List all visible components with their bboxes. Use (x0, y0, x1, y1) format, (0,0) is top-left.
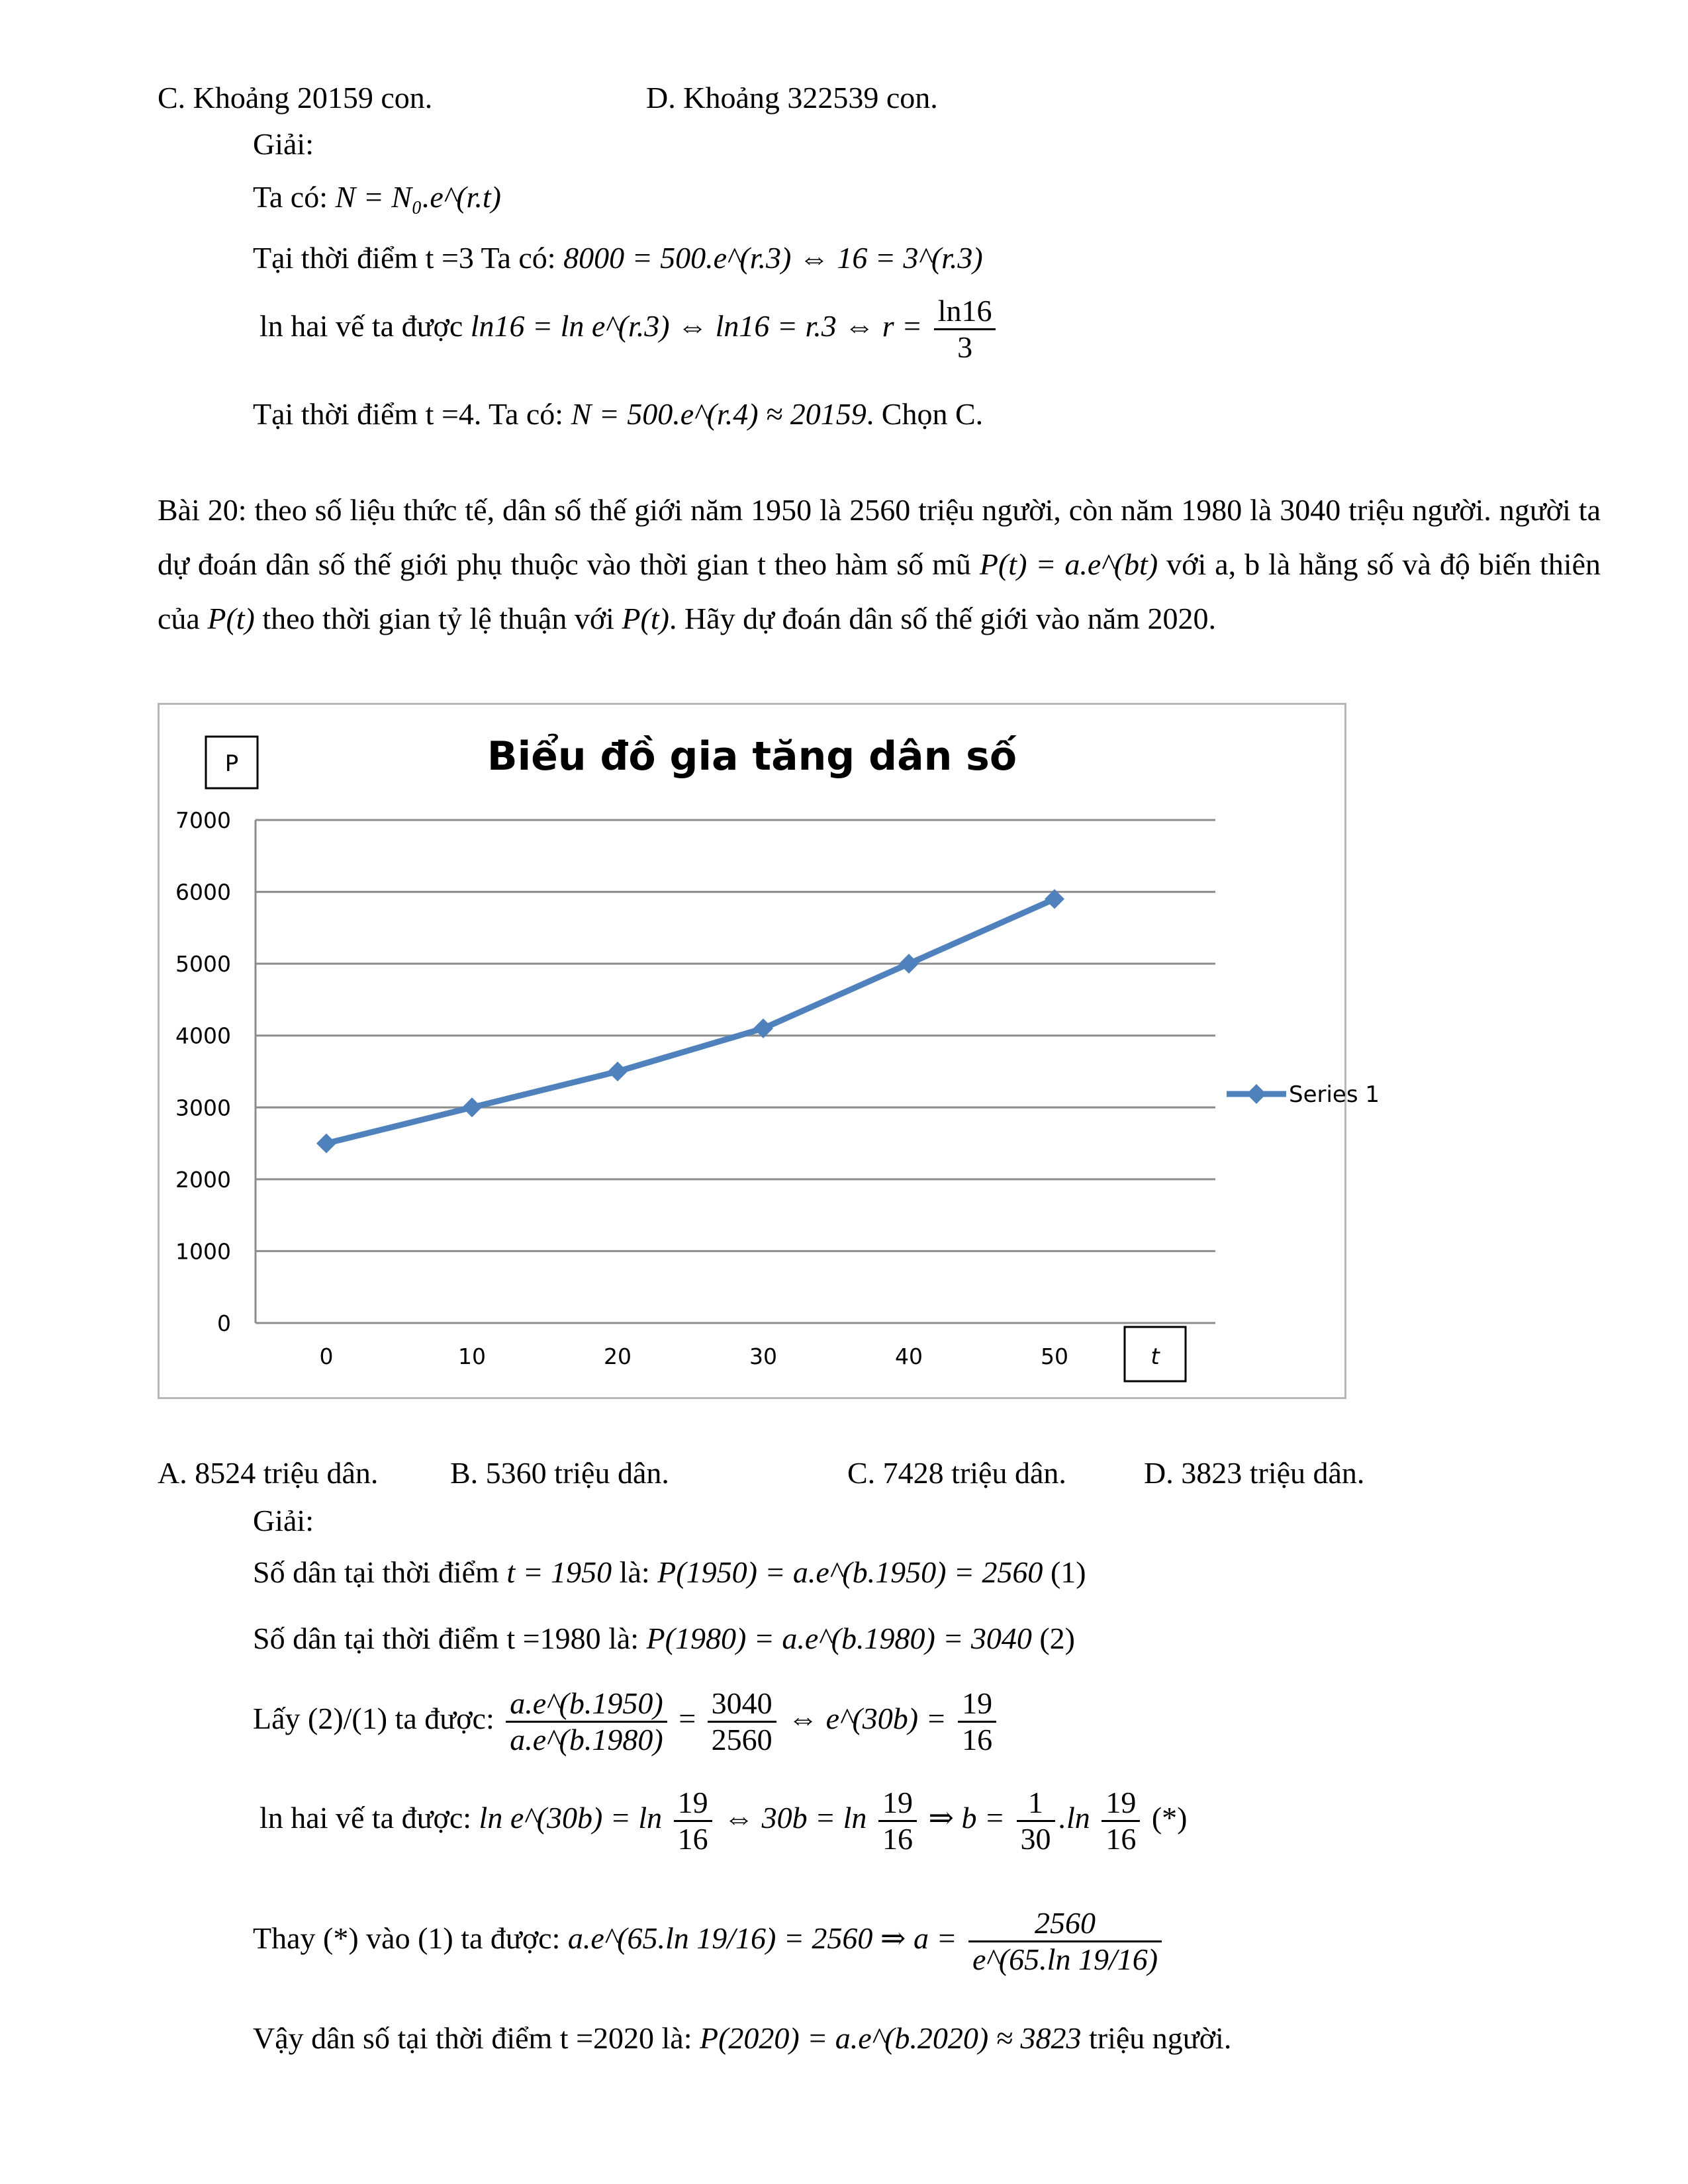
denominator: 3 (957, 330, 973, 364)
solution-line-3 (253, 1686, 1000, 1757)
problem-title: Bài 20: (158, 493, 247, 527)
formula: e^(30b) = (825, 1702, 947, 1736)
fraction (934, 294, 996, 365)
population-chart (158, 703, 1380, 1399)
text-tail: triệu người. (1088, 2021, 1232, 2055)
x-tick-label: 40 (895, 1343, 923, 1369)
formula: P(1980) = a.e^(b.1980) = 3040 (646, 1621, 1032, 1655)
numerator: 1 (1017, 1786, 1055, 1822)
fraction (968, 1906, 1162, 1977)
denominator: 2560 (711, 1723, 773, 1756)
text: Lấy (2)/(1) ta được: (253, 1702, 494, 1736)
data-point (316, 1134, 336, 1154)
tag: (1) (1050, 1555, 1086, 1589)
text: ln hai vế ta được: (259, 1801, 472, 1835)
equiv: ⇔ (788, 1702, 819, 1736)
x-tick-label: 50 (1041, 1343, 1068, 1369)
y-tick-label: 6000 (175, 879, 231, 905)
problem-text-4: . Hãy dự đoán dân số thế giới vào năm 2020. (669, 602, 1216, 635)
formula: ln16 = ln e^(r.3) ⇔ ln16 = r.3 ⇔ r = (470, 309, 923, 343)
solution-line-2 (253, 1619, 1075, 1659)
star-tag: (*) (1151, 1801, 1188, 1835)
legend-label: Series 1 (1289, 1081, 1380, 1108)
formula-d: .ln (1058, 1801, 1090, 1835)
problem-text-1: theo số liệu thức tế, dân số thế giới năm 1950 là 2560 triệu người, còn năm 1980 là 3040 triệu người. người ta dự đoán dân số thế giới phụ thuộc vào thời gian t theo hàm số mũ (158, 493, 1601, 581)
denominator: e^(65.ln 19/16) (972, 1942, 1158, 1976)
formula: N = 500.e^(r.4) ≈ 20159 (571, 397, 867, 431)
formula-b: ⇔ 30b = ln (724, 1801, 867, 1835)
answer-c: C. 7428 triệu dân. (847, 1456, 1066, 1490)
chart-canvas (160, 705, 1380, 1397)
formula-line-2 (253, 238, 983, 278)
text: Ta có: (253, 180, 328, 214)
formula: N = N₀.e^(r.t) (335, 180, 501, 214)
y-tick-label: 3000 (175, 1095, 231, 1121)
denominator: 16 (1105, 1822, 1137, 1856)
y-tick-label: 2000 (175, 1166, 231, 1193)
formula-c: ⇒ b = (928, 1801, 1006, 1835)
y-tick-label: 0 (217, 1310, 231, 1336)
text: Thay (*) vào (1) ta được: (253, 1921, 561, 1956)
formula-p3: P(t) (622, 602, 669, 635)
formula-p: P(t) = a.e^(bt) (979, 547, 1158, 581)
solution-heading: Giải: (253, 1504, 314, 1537)
text: ln hai vế ta được (259, 309, 463, 343)
solution-heading-prev: Giải: (253, 127, 314, 161)
answer-d: D. 3823 triệu dân. (1144, 1456, 1365, 1490)
formula-line-4 (253, 394, 983, 434)
legend-marker (1246, 1084, 1266, 1104)
formula-p2: P(t) (207, 602, 255, 635)
numerator: a.e^(b.1950) (506, 1686, 667, 1723)
text: Tại thời điểm t =4. Ta có: (253, 397, 564, 431)
problem-statement (158, 483, 1601, 646)
text: Vậy dân số tại thời điểm t =2020 là: (253, 2021, 692, 2055)
text: Tại thời điểm t =3 Ta có: (253, 241, 556, 275)
numerator: ln16 (934, 294, 996, 330)
answer-b: B. 5360 triệu dân. (450, 1456, 669, 1490)
problem-text-2: với a, b là hằng số và độ biến thiên của (158, 547, 1601, 635)
fraction-d (1102, 1786, 1140, 1856)
formula-line-1 (253, 177, 501, 217)
x-tick-label: 30 (749, 1343, 777, 1369)
fraction-a (674, 1786, 712, 1856)
x-tick-label: 0 (319, 1343, 334, 1369)
solution-line-4 (259, 1786, 1187, 1856)
y-axis-label: P (224, 751, 239, 777)
fraction-3 (958, 1686, 996, 1757)
solution-line-1 (253, 1553, 1086, 1592)
formula: P(2020) = a.e^(b.2020) ≈ 3823 (700, 2021, 1082, 2055)
formula-line-3 (259, 294, 1000, 365)
denominator: 30 (1020, 1822, 1051, 1856)
solution-line-5 (253, 1906, 1166, 1977)
tag: (2) (1039, 1621, 1075, 1655)
text-tail: . Chọn C. (866, 397, 984, 431)
numerator: 19 (1102, 1786, 1140, 1822)
denominator: a.e^(b.1980) (510, 1723, 663, 1756)
formula: P(1950) = a.e^(b.1950) = 2560 (657, 1555, 1043, 1589)
data-point (899, 954, 919, 974)
x-axis-label: t (1150, 1343, 1160, 1370)
y-tick-label: 4000 (175, 1023, 231, 1049)
x-tick-label: 10 (458, 1343, 486, 1369)
formula: 8000 = 500.e^(r.3) ⇔ 16 = 3^(r.3) (563, 241, 983, 275)
fraction-b (878, 1786, 917, 1856)
fraction-1 (506, 1686, 667, 1757)
denominator: 16 (882, 1822, 913, 1856)
text: Số dân tại thời điểm t =1980 là: (253, 1621, 639, 1655)
formula: a.e^(65.ln 19/16) = 2560 ⇒ a = (567, 1921, 957, 1956)
numerator: 19 (958, 1686, 996, 1723)
denominator: 16 (962, 1723, 993, 1756)
option-d-prev: D. Khoảng 322539 con. (646, 81, 938, 114)
answer-a: A. 8524 triệu dân. (158, 1456, 379, 1490)
fraction-2 (708, 1686, 776, 1757)
y-tick-label: 7000 (175, 807, 231, 833)
numerator: 2560 (968, 1906, 1162, 1942)
data-point (462, 1097, 482, 1117)
numerator: 3040 (708, 1686, 776, 1723)
numerator: 19 (674, 1786, 712, 1822)
text-la: là: (619, 1555, 650, 1589)
formula-a: ln e^(30b) = ln (479, 1801, 663, 1835)
y-tick-label: 1000 (175, 1238, 231, 1265)
equals: = (679, 1702, 696, 1736)
option-c-prev: C. Khoảng 20159 con. (158, 81, 433, 114)
text: Số dân tại thời điểm (253, 1555, 499, 1589)
numerator: 19 (878, 1786, 917, 1822)
fraction-c (1017, 1786, 1055, 1856)
denominator: 16 (677, 1822, 708, 1856)
solution-line-6 (253, 2019, 1231, 2058)
data-point (608, 1062, 628, 1081)
x-tick-label: 20 (604, 1343, 632, 1369)
y-tick-label: 5000 (175, 951, 231, 978)
problem-text-3: theo thời gian tỷ lệ thuận với (262, 602, 614, 635)
t-value: t = 1950 (506, 1555, 612, 1589)
chart-title: Biểu đồ gia tăng dân số (487, 733, 1017, 780)
